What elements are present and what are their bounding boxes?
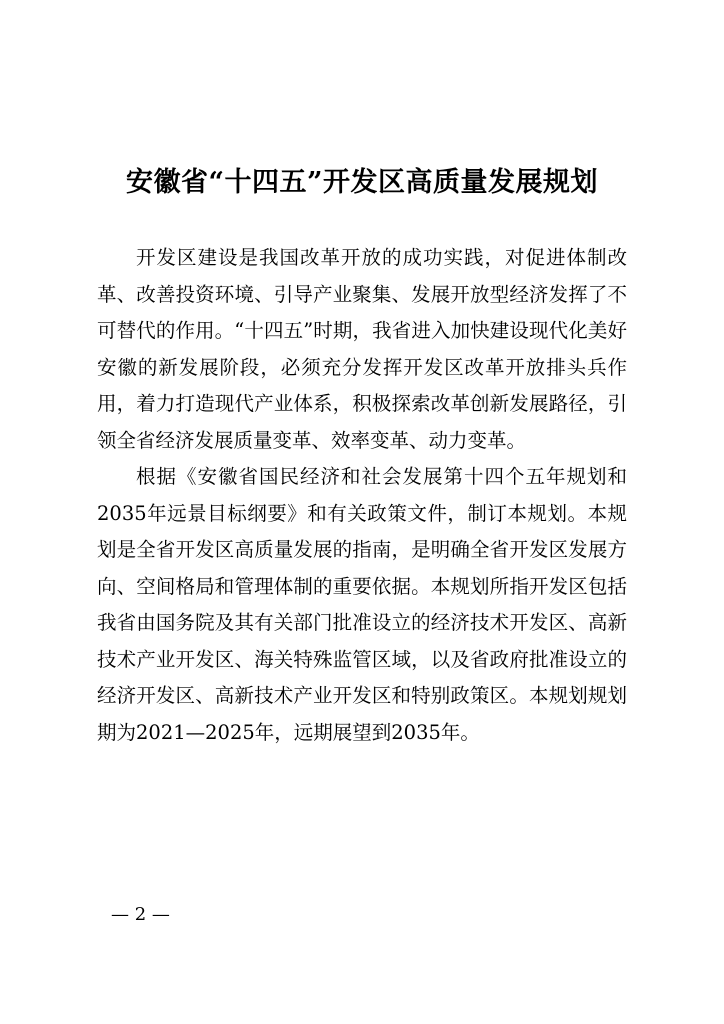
paragraph-basis: 根据《安徽省国民经济和社会发展第十四个五年规划和2035年远景目标纲要》和有关政策文件，制订本规划。本规划是全省开发区高质量发展的指南，是明确全省开发区发展方向、空间格局和管理体制的重要依据。本规划所指开发区包括我省由国务院及其有关部门批准设立的经济技术开发区、高新技术产业开发区、海关特殊监管区域，以及省政府批准设立的经济开发区、高新技术产业开发区和特别政策区。本规划规划期为2021—2025年，远期展望到2035年。 xyxy=(97,465,627,744)
document-title: 安徽省“十四五”开发区高质量发展规划 xyxy=(125,167,599,198)
document-body xyxy=(97,240,627,751)
page-number: — 2 — xyxy=(111,904,170,925)
paragraph-intro: 开发区建设是我国改革开放的成功实践，对促进体制改革、改善投资环境、引导产业聚集、发展开放型经济发挥了不可替代的作用。“十四五”时期，我省进入加快建设现代化美好安徽的新发展阶段，必须充分发挥开发区改革开放排头兵作用，着力打造现代产业体系，积极探索改革创新发展路径，引领全省经济发展质量变革、效率变革、动力变革。 xyxy=(97,246,627,452)
